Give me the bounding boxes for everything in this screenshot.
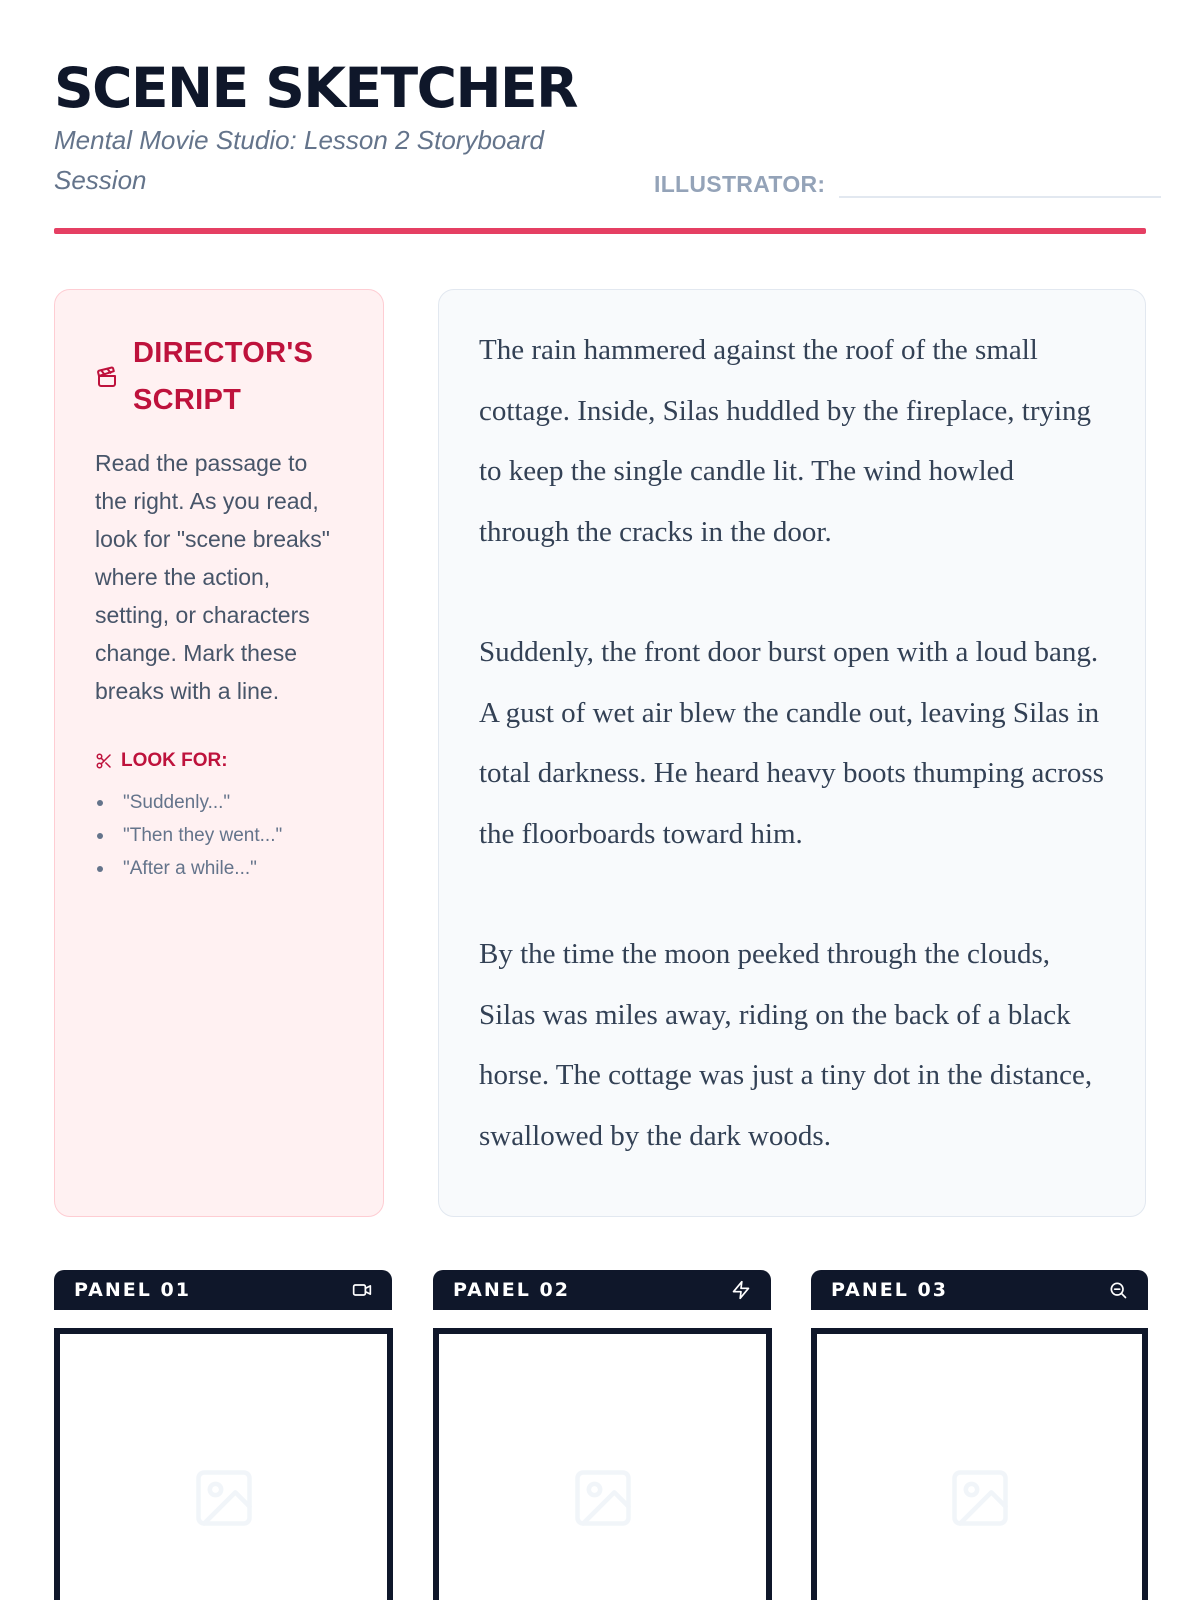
page-subtitle: Mental Movie Studio: Lesson 2 Storyboard Session <box>54 125 544 195</box>
look-for-item: "After a while..." <box>123 858 257 879</box>
look-for-item: "Suddenly..." <box>123 792 231 813</box>
look-for-label: LOOK FOR: <box>121 750 228 771</box>
look-for-item: "Then they went..." <box>123 825 283 846</box>
panel-03-header <box>811 1270 1148 1310</box>
panel-03-label: PANEL 03 <box>831 1279 948 1301</box>
directors-script-instructions: Read the passage to the right. As you read, look for "scene breaks" where the action, setting, or characters change. Mark these breaks with a line. <box>95 450 330 704</box>
image-placeholder-icon <box>946 1464 1014 1532</box>
page-title: SCENE SKETCHER <box>54 56 577 120</box>
panel-02-header <box>433 1270 771 1310</box>
passage-paragraph-1: The rain hammered against the roof of the small cottage. Inside, Silas huddled by the fireplace, trying to keep the single candle lit. The wind howled through the cracks in the door. <box>479 334 1092 548</box>
header-divider <box>54 228 1146 234</box>
panel-01-drawing-area[interactable] <box>54 1328 393 1600</box>
look-for-heading <box>95 750 345 772</box>
directors-script-card <box>54 289 384 1217</box>
image-placeholder-icon <box>190 1464 258 1532</box>
directors-script-header <box>95 330 345 424</box>
video-camera-icon <box>352 1280 372 1300</box>
passage-paragraph-3: By the time the moon peeked through the clouds, Silas was miles away, riding on the back of a black horse. The cottage was just a tiny dot in the distance, swallowed by the dark woods. <box>479 938 1093 1152</box>
lightning-icon <box>731 1280 751 1300</box>
panel-01-label: PANEL 01 <box>74 1279 191 1301</box>
list-item <box>95 786 345 819</box>
look-for-list <box>95 786 345 885</box>
image-placeholder-icon <box>569 1464 637 1532</box>
list-item <box>95 852 345 885</box>
illustrator-label: ILLUSTRATOR: <box>654 171 826 197</box>
page-header <box>54 56 1146 197</box>
zoom-out-icon <box>1108 1280 1128 1300</box>
passage-paragraph-2: Suddenly, the front door burst open with a loud bang. A gust of wet air blew the candle out, leaving Silas in total darkness. He heard heavy boots thumping across the floorboards toward him. <box>479 636 1104 850</box>
directors-script-title: DIRECTOR'S SCRIPT <box>133 337 314 416</box>
panel-03-drawing-area[interactable] <box>811 1328 1148 1600</box>
scissors-icon <box>95 752 113 770</box>
illustrator-field <box>654 162 1161 198</box>
illustrator-input[interactable] <box>839 162 1161 198</box>
clapperboard-icon <box>95 365 119 389</box>
list-item <box>95 819 345 852</box>
reading-passage <box>438 289 1146 1217</box>
panel-02-label: PANEL 02 <box>453 1279 570 1301</box>
panel-02-drawing-area[interactable] <box>433 1328 772 1600</box>
panel-01-header <box>54 1270 392 1310</box>
